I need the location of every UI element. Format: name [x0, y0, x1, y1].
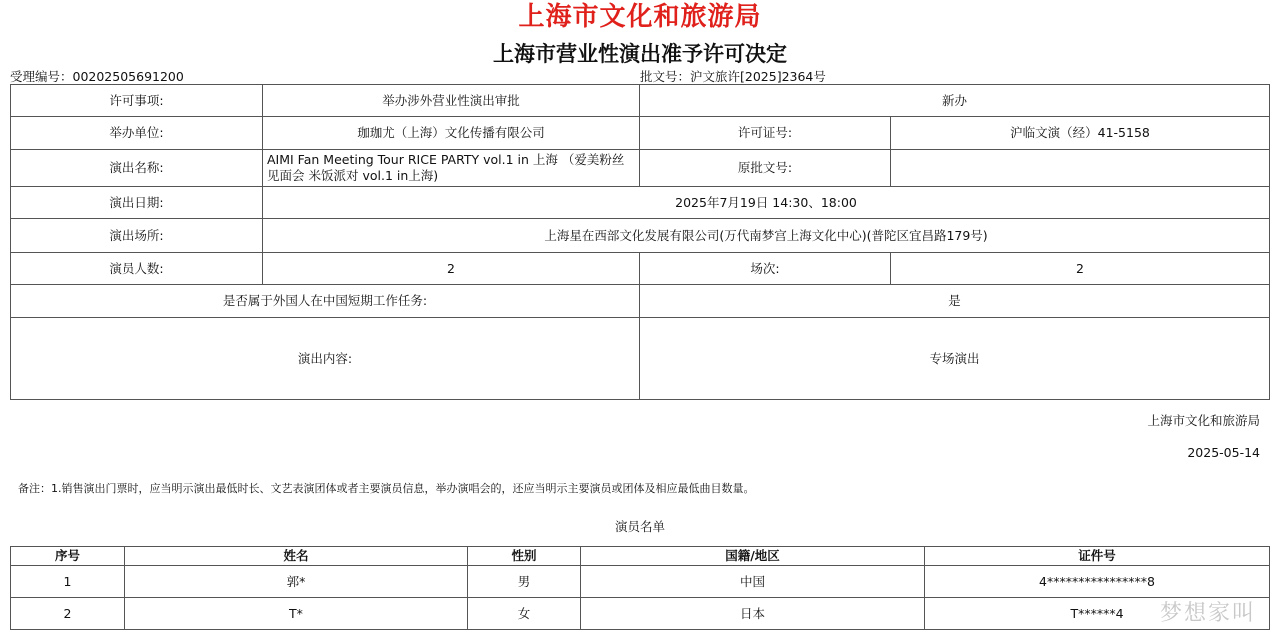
row-nationality: 中国: [581, 566, 925, 598]
header-gender: 性别: [468, 547, 581, 566]
document-title: 上海市营业性演出准予许可决定: [493, 42, 787, 66]
permit-type-value: 新办: [640, 85, 1270, 117]
performer-count-value: 2: [263, 253, 640, 285]
show-name-value: AIMI Fan Meeting Tour RICE PARTY vol.1 in 上海 （爱美粉丝见面会 米饭派对 vol.1 in上海): [263, 150, 640, 187]
organizer-value: 珈珈尤（上海）文化传播有限公司: [263, 117, 640, 150]
venue-value: 上海星在西部文化发展有限公司(万代南梦宫上海文化中心)(普陀区宜昌路179号): [263, 219, 1270, 253]
show-date-value: 2025年7月19日 14:30、18:00: [263, 187, 1270, 219]
row-index: 1: [11, 566, 125, 598]
show-date-label: 演出日期:: [11, 187, 263, 219]
row-nationality: 日本: [581, 598, 925, 630]
license-value: 沪临文演（经）41-5158: [891, 117, 1270, 150]
original-approval-label: 原批文号:: [640, 150, 891, 187]
content-value: 专场演出: [640, 318, 1270, 400]
header-nationality: 国籍/地区: [581, 547, 925, 566]
approval-number: 批文号：沪文旅许[2025]2364号: [640, 69, 826, 84]
permit-item-value: 举办涉外营业性演出审批: [263, 85, 640, 117]
foreign-work-label: 是否属于外国人在中国短期工作任务:: [11, 285, 640, 318]
performer-count-label: 演员人数:: [11, 253, 263, 285]
row-name: T*: [125, 598, 468, 630]
row-id-number: T******4: [925, 598, 1270, 630]
show-name-label: 演出名称:: [11, 150, 263, 187]
performer-table: [10, 546, 1270, 630]
issue-date: 2025-05-14: [1187, 445, 1260, 460]
permit-table: [10, 84, 1270, 400]
row-index: 2: [11, 598, 125, 630]
table-row: [11, 566, 1270, 598]
row-gender: 男: [468, 566, 581, 598]
original-approval-value: [891, 150, 1270, 187]
performer-list-title: 演员名单: [614, 519, 665, 534]
row-id-number: 4****************8: [925, 566, 1270, 598]
watermark: 梦想家叫: [1159, 601, 1256, 626]
remarks-note: 备注：1.销售演出门票时，应当明示演出最低时长、文艺表演团体或者主要演员信息，举办演唱会的，还应当明示主要演员或团体及相应最低曲目数量。: [18, 482, 755, 495]
row-gender: 女: [468, 598, 581, 630]
performer-table-header: [11, 547, 1270, 566]
venue-label: 演出场所:: [11, 219, 263, 253]
organizer-label: 举办单位:: [11, 117, 263, 150]
permit-item-label: 许可事项:: [11, 85, 263, 117]
show-count-label: 场次:: [640, 253, 891, 285]
foreign-work-value: 是: [640, 285, 1270, 318]
acceptance-number: 受理编号：00202505691200: [10, 69, 184, 84]
row-name: 郭*: [125, 566, 468, 598]
content-label: 演出内容:: [11, 318, 640, 400]
issuer-name: 上海市文化和旅游局: [1147, 413, 1260, 428]
header-name: 姓名: [125, 547, 468, 566]
table-row: [11, 598, 1270, 630]
show-count-value: 2: [891, 253, 1270, 285]
license-label: 许可证号:: [640, 117, 891, 150]
header-id-number: 证件号: [925, 547, 1270, 566]
bureau-title: 上海市文化和旅游局: [518, 2, 762, 32]
header-index: 序号: [11, 547, 125, 566]
